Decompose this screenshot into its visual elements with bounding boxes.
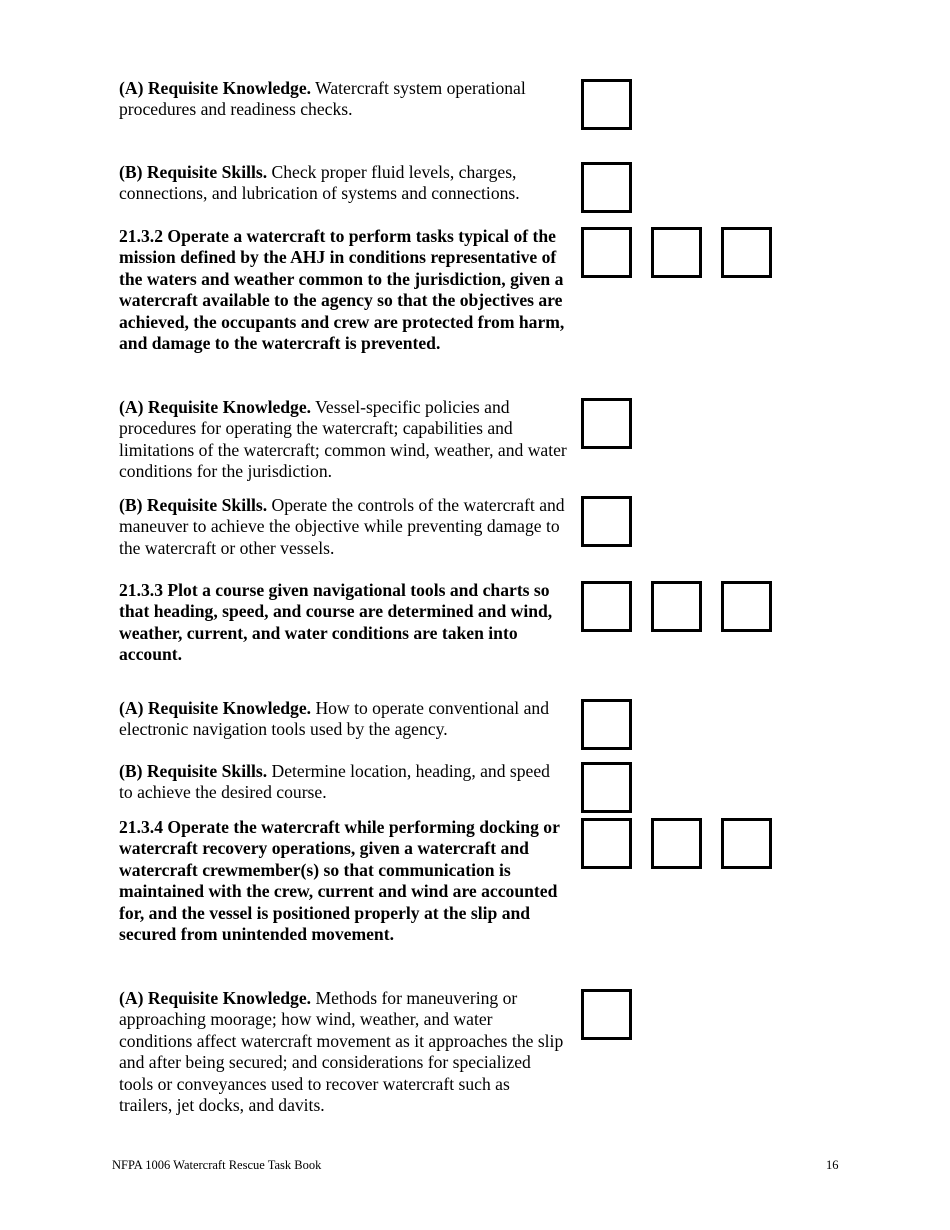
checkbox-knowledge-21-3-3[interactable] (581, 699, 632, 750)
skills-lead: (B) Requisite Skills. (119, 495, 268, 515)
jpr-21-3-4-title: 21.3.4 Operate the watercraft while performing docking or watercraft recovery operations, given a watercraft and watercraft crewmember(s) so that communication is maintained with the crew, current and wind are accounted for, and the vessel is positioned properly at the slip and secured from unintended movement. (119, 817, 560, 945)
knowledge-21-3-3 (119, 698, 567, 741)
checkbox-21-3-2-3[interactable] (721, 227, 772, 278)
knowledge-text: Watercraft system operational procedures and readiness checks. (119, 78, 526, 120)
checkbox-21-3-3-3[interactable] (721, 581, 772, 632)
checkbox-knowledge-21-3-2[interactable] (581, 398, 632, 449)
jpr-21-3-2-title: 21.3.2 Operate a watercraft to perform tasks typical of the mission defined by the AHJ in conditions representative of the waters and weather common to the jurisdiction, given a watercraft available to the agency so that the objectives are achieved, the occupants and crew are protected from harm, and damage to the watercraft is prevented. (119, 226, 565, 354)
knowledge-lead: (A) Requisite Knowledge. (119, 988, 312, 1008)
skills-21-3-1 (119, 162, 567, 205)
checkbox-21-3-4-2[interactable] (651, 818, 702, 869)
knowledge-21-3-1 (119, 78, 567, 121)
skills-lead: (B) Requisite Skills. (119, 761, 268, 781)
knowledge-text: How to operate conventional and electronic navigation tools used by the agency. (119, 698, 549, 740)
checkbox-skills-21-3-2[interactable] (581, 496, 632, 547)
checkbox-skills-21-3-1[interactable] (581, 162, 632, 213)
checkbox-21-3-3-1[interactable] (581, 581, 632, 632)
checkbox-knowledge-21-3-1[interactable] (581, 79, 632, 130)
checkbox-knowledge-21-3-4[interactable] (581, 989, 632, 1040)
footer-title: NFPA 1006 Watercraft Rescue Task Book (112, 1158, 322, 1172)
skills-21-3-2 (119, 495, 567, 559)
knowledge-text: Vessel-specific policies and procedures for operating the watercraft; capabilities and limitations of the watercraft; common wind, weather, and water conditions for the jurisdiction. (119, 397, 567, 482)
checkbox-21-3-4-3[interactable] (721, 818, 772, 869)
knowledge-text: Methods for maneuvering or approaching moorage; how wind, weather, and water conditions affect watercraft movement as it approaches the slip and after being secured; and considerations for specialized tools or conveyances used to recover watercraft such as trailers, jet docks, and davits. (119, 988, 564, 1116)
checkbox-21-3-4-1[interactable] (581, 818, 632, 869)
knowledge-lead: (A) Requisite Knowledge. (119, 78, 312, 98)
skills-text: Operate the controls of the watercraft and maneuver to achieve the objective while preventing damage to the watercraft or other vessels. (119, 495, 565, 558)
knowledge-lead: (A) Requisite Knowledge. (119, 698, 312, 718)
knowledge-21-3-2 (119, 397, 567, 483)
checkbox-21-3-3-2[interactable] (651, 581, 702, 632)
jpr-21-3-3-title: 21.3.3 Plot a course given navigational tools and charts so that heading, speed, and course are determined and wind, weather, current, and water conditions are taken into account. (119, 580, 553, 665)
skills-lead: (B) Requisite Skills. (119, 162, 268, 182)
checkbox-21-3-2-1[interactable] (581, 227, 632, 278)
checkbox-21-3-2-2[interactable] (651, 227, 702, 278)
page-number: 16 (826, 1158, 839, 1172)
checkbox-skills-21-3-3[interactable] (581, 762, 632, 813)
skills-text: Check proper fluid levels, charges, connections, and lubrication of systems and connections. (119, 162, 520, 204)
skills-text: Determine location, heading, and speed to achieve the desired course. (119, 761, 550, 803)
skills-21-3-3 (119, 761, 567, 804)
knowledge-21-3-4 (119, 988, 567, 1116)
knowledge-lead: (A) Requisite Knowledge. (119, 397, 312, 417)
